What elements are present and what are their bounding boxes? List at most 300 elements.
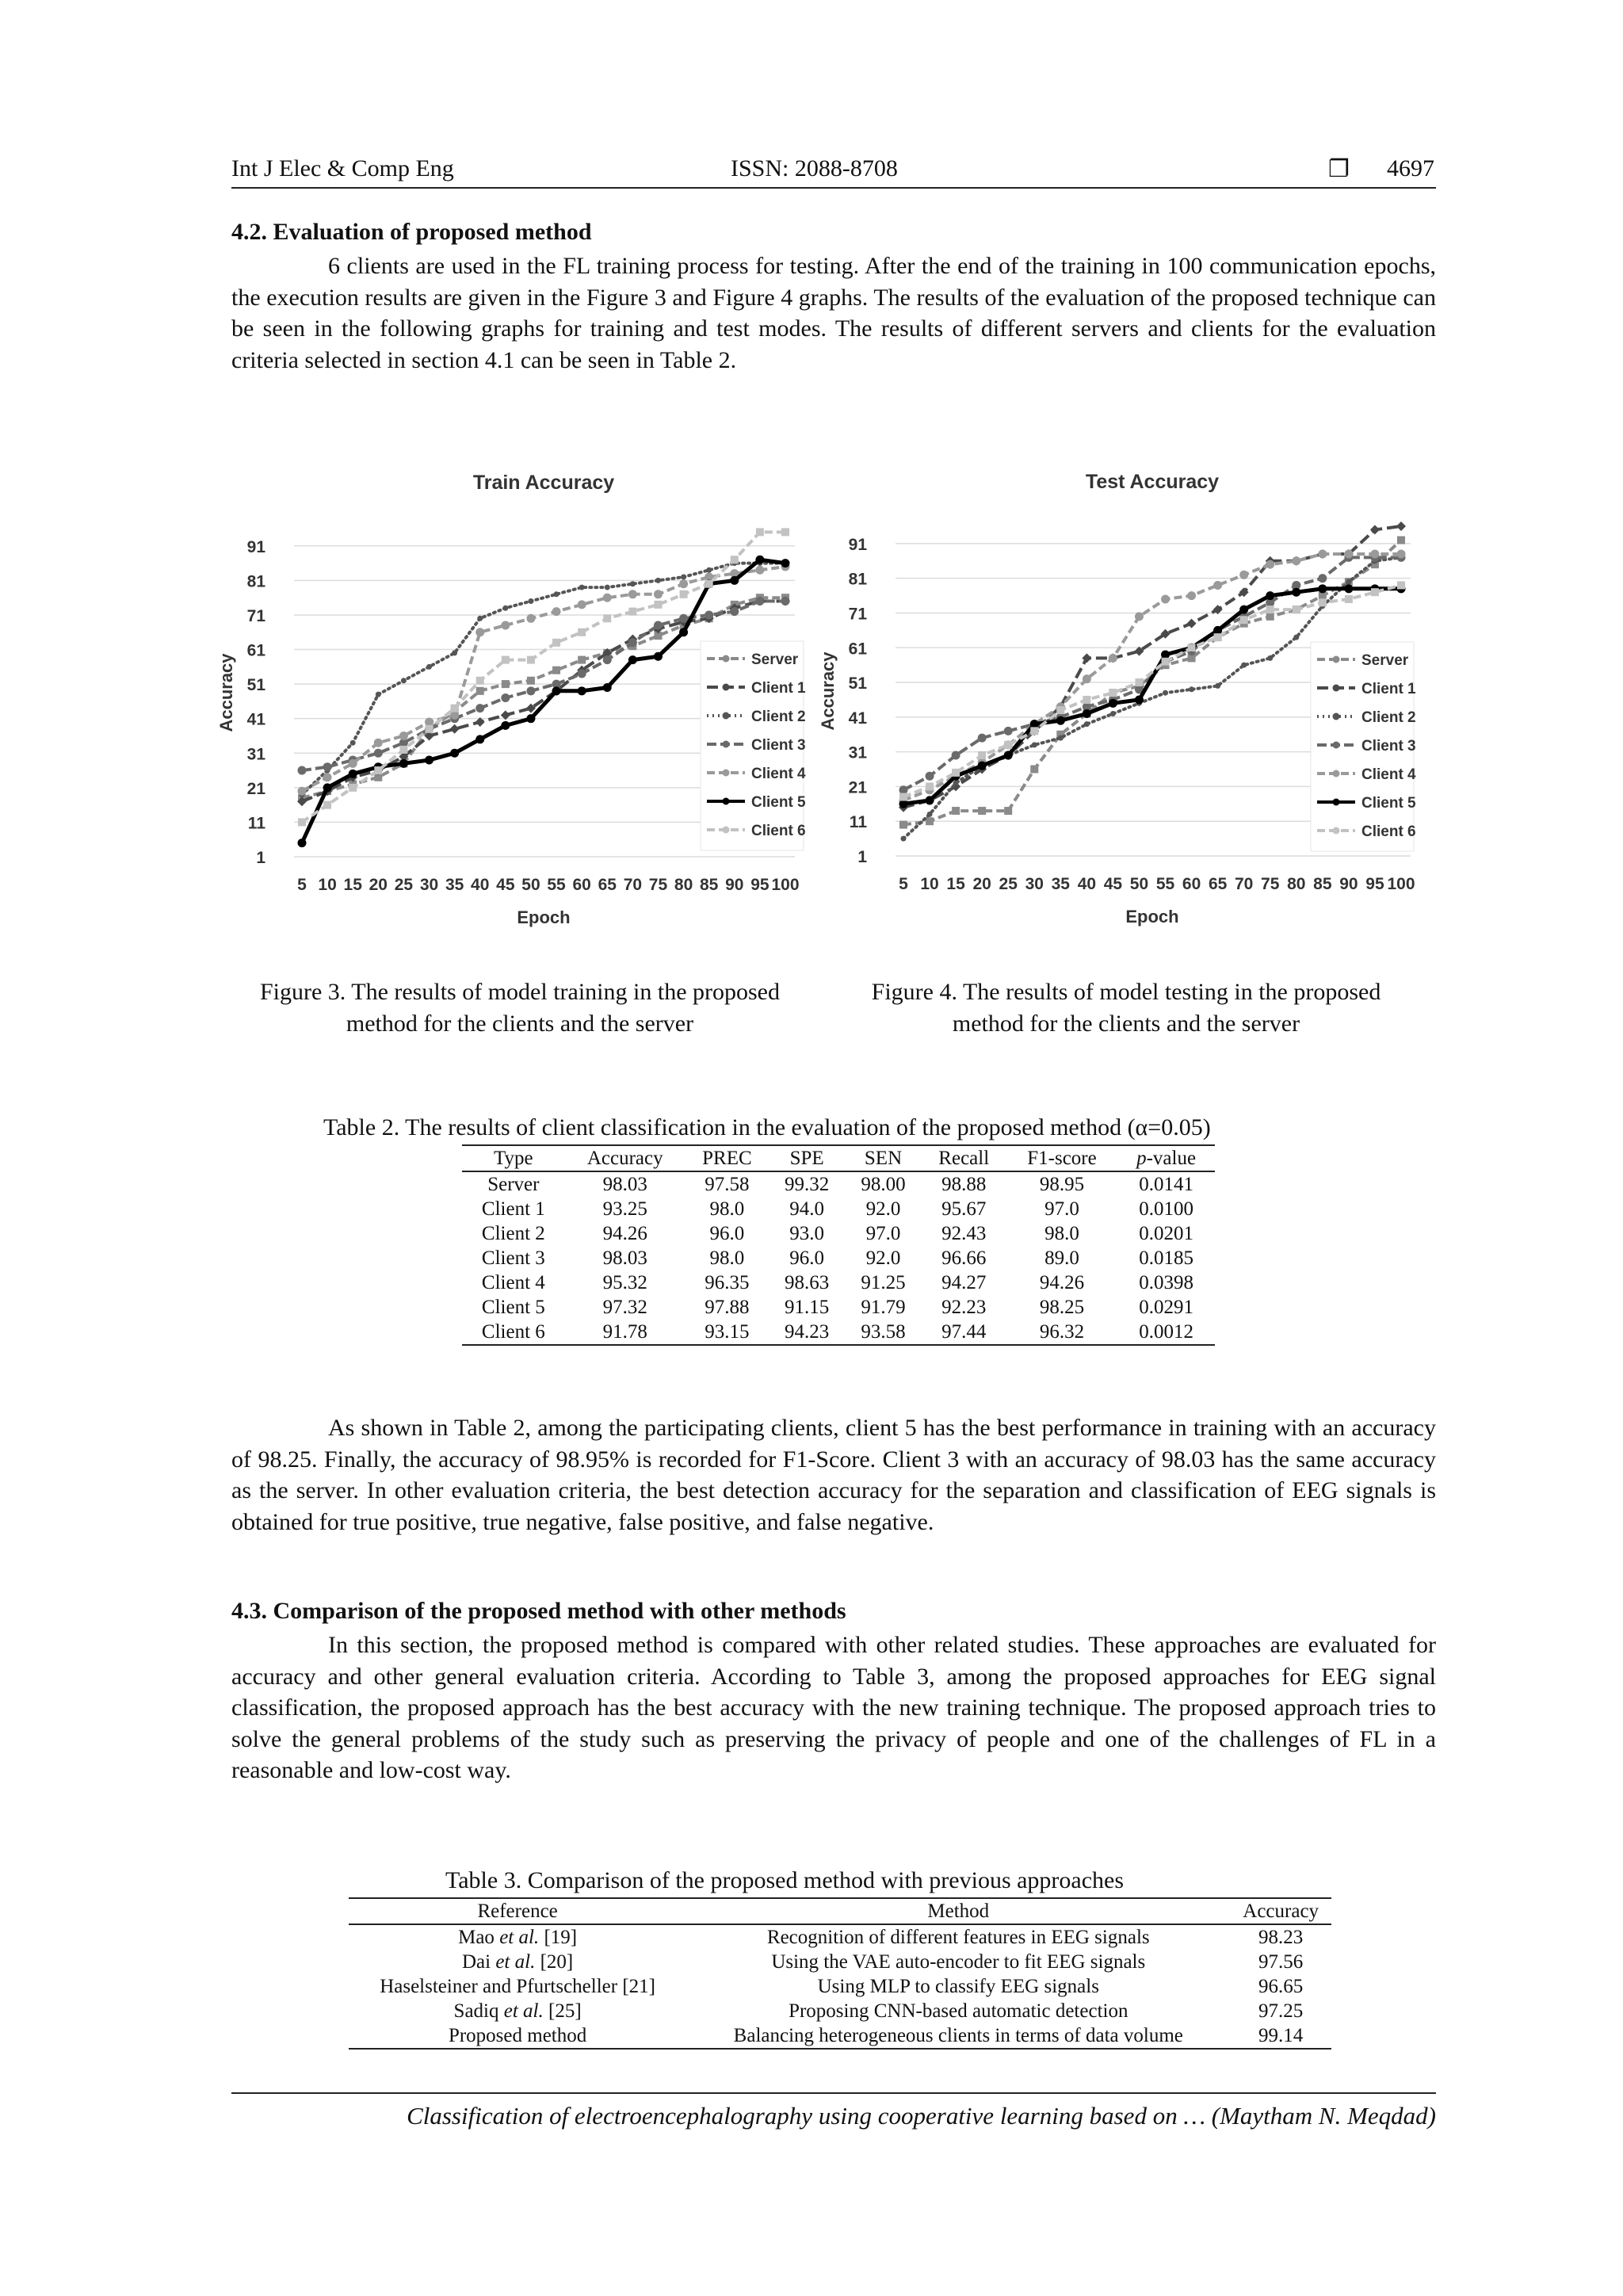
table-cell: 98.03 <box>602 1174 647 1195</box>
table-cell: 98.25 <box>1039 1297 1085 1318</box>
table-cell: 0.0185 <box>1139 1247 1193 1269</box>
data-point-client-3 <box>578 670 586 678</box>
data-point-client-5 <box>501 721 510 730</box>
data-point-client-2 <box>927 812 933 817</box>
table-2-header-prec: PREC <box>685 1145 769 1171</box>
method-cell: Balancing heterogeneous clients in terms of data volume <box>686 2023 1230 2049</box>
legend-marker <box>723 827 730 834</box>
y-tick-label: 91 <box>246 537 265 556</box>
data-point-client-4 <box>298 787 307 796</box>
data-point-client-3 <box>298 766 307 775</box>
x-tick-label: 45 <box>1103 875 1123 893</box>
x-tick-label: 100 <box>1387 875 1415 893</box>
table-2-header-spe: SPE <box>769 1145 845 1171</box>
table-cell: 98.0 <box>1044 1223 1079 1244</box>
data-point-client-6 <box>899 793 907 801</box>
data-point-client-2 <box>426 664 432 670</box>
x-tick-label: 90 <box>1339 875 1358 893</box>
data-point-client-3 <box>730 607 739 616</box>
data-point-client-4 <box>679 579 688 588</box>
data-point-client-4 <box>552 607 561 616</box>
table-cell: 92.43 <box>941 1223 987 1244</box>
data-point-client-2 <box>605 585 610 590</box>
data-point-client-4 <box>526 614 535 623</box>
data-point-client-6 <box>1083 696 1090 704</box>
table-cell: Client 2 <box>481 1223 545 1244</box>
x-axis-label: Epoch <box>1125 907 1179 926</box>
table-cell: 0.0012 <box>1117 1320 1215 1345</box>
data-point-client-2 <box>477 616 483 621</box>
table-cell: 93.15 <box>685 1320 769 1345</box>
data-point-client-4 <box>1397 550 1406 559</box>
table-cell: 98.0 <box>709 1198 745 1220</box>
table-cell: 95.67 <box>941 1198 987 1220</box>
table-row <box>462 1221 1215 1246</box>
data-point-client-6 <box>1266 606 1274 613</box>
data-point-client-4 <box>578 600 586 609</box>
data-point-client-3 <box>501 693 510 702</box>
figure-4-caption: Figure 4. The results of model testing in the proposed method for the clients and the server <box>871 979 1381 1037</box>
table-cell: 96.0 <box>709 1223 745 1244</box>
table-row <box>462 1320 1215 1345</box>
data-point-client-6 <box>1004 741 1012 749</box>
data-point-client-6 <box>1056 706 1064 714</box>
data-point-client-3 <box>755 597 764 606</box>
table-row <box>462 1270 1215 1295</box>
data-point-client-5 <box>526 714 535 723</box>
data-point-client-3 <box>1004 727 1013 735</box>
data-point-client-2 <box>1084 721 1090 727</box>
data-point-client-6 <box>349 784 357 792</box>
reference-cell: Proposed method <box>349 2023 686 2049</box>
data-point-client-5 <box>425 755 433 764</box>
data-point-client-4 <box>1187 591 1196 600</box>
data-point-client-2 <box>1267 655 1273 661</box>
legend-marker <box>723 712 730 720</box>
data-point-client-5 <box>552 686 561 695</box>
data-point-client-3 <box>926 772 934 781</box>
table-cell: 95.32 <box>602 1272 647 1293</box>
chart-title: Test Accuracy <box>1085 471 1220 493</box>
legend-label: Client 5 <box>1361 795 1416 812</box>
table-cell: 96.32 <box>1006 1320 1117 1345</box>
data-point-client-5 <box>603 683 612 692</box>
table-cell: 0.0201 <box>1139 1223 1193 1244</box>
data-point-client-6 <box>1371 588 1379 596</box>
legend-label: Client 2 <box>1361 709 1416 726</box>
table-cell: 0.0398 <box>1139 1272 1193 1293</box>
legend-label: Client 6 <box>1361 823 1416 840</box>
table-cell: 93.58 <box>845 1320 921 1345</box>
data-point-client-3 <box>705 610 713 619</box>
data-point-server <box>476 687 484 695</box>
train-accuracy-chart <box>216 464 831 939</box>
data-point-client-2 <box>681 575 686 580</box>
footer-rule <box>231 2092 1436 2094</box>
x-tick-label: 95 <box>750 876 769 894</box>
legend-marker <box>1333 827 1340 835</box>
y-tick-label: 41 <box>848 709 867 728</box>
table-cell: Client 3 <box>481 1247 545 1269</box>
section-4-3-heading: 4.3. Comparison of the proposed method with other methods <box>231 1598 846 1624</box>
data-point-client-5 <box>1004 751 1013 760</box>
x-axis-label: Epoch <box>517 907 571 927</box>
data-point-client-6 <box>756 528 764 536</box>
y-tick-label: 71 <box>848 605 867 624</box>
data-point-client-5 <box>1239 606 1248 614</box>
table-cell: 94.26 <box>602 1223 647 1244</box>
table-cell: 94.27 <box>941 1272 987 1293</box>
data-point-client-4 <box>1292 556 1300 565</box>
data-point-client-5 <box>781 559 790 567</box>
reference-cell: Mao et al. [19] <box>458 1927 578 1948</box>
data-point-client-3 <box>952 751 960 760</box>
data-point-client-3 <box>1318 574 1327 583</box>
table-2-header-f1-score: F1-score <box>1006 1145 1117 1171</box>
legend-marker <box>1333 799 1340 806</box>
data-point-client-5 <box>1292 588 1300 597</box>
x-tick-label: 70 <box>623 876 643 894</box>
table-cell: 92.0 <box>865 1247 901 1269</box>
x-tick-label: 25 <box>394 876 414 894</box>
data-point-client-2 <box>452 650 457 655</box>
data-point-client-6 <box>1240 616 1248 624</box>
data-point-client-2 <box>1293 635 1299 640</box>
x-tick-label: 10 <box>318 876 337 894</box>
data-point-client-6 <box>731 556 739 563</box>
data-point-client-6 <box>451 705 459 712</box>
data-point-client-4 <box>603 594 612 602</box>
data-point-client-3 <box>323 762 332 771</box>
journal-name: Int J Elec & Comp Eng <box>231 155 454 181</box>
reference-cell: Dai et al. [20] <box>461 1951 574 1973</box>
data-point-client-6 <box>527 656 535 664</box>
data-point-client-4 <box>1344 550 1353 559</box>
table-2 <box>462 1144 1215 1346</box>
legend-label: Client 1 <box>751 680 806 697</box>
legend-label: Client 4 <box>1361 766 1416 783</box>
y-tick-label: 1 <box>256 849 265 867</box>
legend-label: Client 6 <box>751 823 806 839</box>
data-point-client-6 <box>680 590 688 598</box>
data-point-client-5 <box>654 652 663 661</box>
data-point-client-5 <box>628 655 637 664</box>
y-tick-label: 91 <box>848 535 867 554</box>
data-point-client-4 <box>628 590 637 598</box>
accuracy-cell: 98.23 <box>1258 1927 1304 1948</box>
table-3-header-row <box>349 1898 1331 1924</box>
table-2-header-sen: SEN <box>845 1145 921 1171</box>
table-cell: Client 6 <box>462 1320 565 1345</box>
data-point-client-4 <box>1161 594 1170 603</box>
data-point-client-2 <box>554 591 559 597</box>
table-cell: 94.0 <box>789 1198 825 1220</box>
issn: ISSN: 2088-8708 <box>731 155 898 181</box>
data-point-client-5 <box>578 686 586 695</box>
x-tick-label: 65 <box>1208 875 1228 893</box>
legend-marker <box>723 684 730 691</box>
data-point-client-2 <box>1241 663 1247 668</box>
chart-title: Train Accuracy <box>472 472 615 494</box>
table-2-header-recall: Recall <box>922 1145 1006 1171</box>
table-cell: 98.88 <box>941 1174 987 1195</box>
x-tick-label: 50 <box>1129 875 1149 893</box>
data-point-client-4 <box>1370 550 1379 559</box>
table-cell: 97.0 <box>1044 1198 1079 1220</box>
y-axis-label: Accuracy <box>818 651 838 731</box>
data-point-client-2 <box>1215 683 1220 689</box>
data-point-server <box>926 817 934 825</box>
legend-label: Server <box>1361 652 1409 669</box>
table-row <box>349 1924 1331 1950</box>
data-point-client-6 <box>298 818 306 826</box>
data-point-client-5 <box>1109 699 1117 708</box>
data-point-client-6 <box>502 656 510 664</box>
data-point-client-3 <box>475 704 484 712</box>
table-2-header-p-value: p-value <box>1117 1145 1215 1171</box>
data-point-client-2 <box>579 585 585 590</box>
legend-label: Client 4 <box>751 766 806 782</box>
data-point-client-6 <box>628 608 636 616</box>
table-cell: 97.88 <box>705 1297 750 1318</box>
data-point-client-4 <box>1239 571 1248 579</box>
data-point-client-5 <box>349 770 357 778</box>
legend-label: Client 1 <box>1361 681 1416 697</box>
table-cell: 0.0291 <box>1139 1297 1193 1318</box>
data-point-client-3 <box>978 734 987 743</box>
x-tick-label: 35 <box>445 876 464 894</box>
table-row <box>462 1295 1215 1320</box>
data-point-client-5 <box>1344 584 1353 593</box>
data-point-client-2 <box>901 836 907 842</box>
legend-marker <box>1333 713 1340 720</box>
table-cell: 96.66 <box>941 1247 987 1269</box>
y-tick-label: 51 <box>246 676 265 695</box>
y-tick-label: 11 <box>247 814 265 833</box>
data-point-client-4 <box>1318 550 1327 559</box>
y-tick-label: 31 <box>848 743 867 762</box>
table-cell: 98.0 <box>709 1247 745 1269</box>
table-cell: 97.58 <box>705 1174 750 1195</box>
table-2-header-row <box>462 1145 1215 1171</box>
table-cell: 93.0 <box>789 1223 825 1244</box>
accuracy-cell: 99.14 <box>1230 2023 1331 2049</box>
x-tick-label: 60 <box>572 876 591 894</box>
data-point-client-2 <box>376 692 381 697</box>
data-point-client-6 <box>323 801 331 809</box>
table-cell: 96.35 <box>705 1272 750 1293</box>
data-point-client-2 <box>401 678 407 683</box>
x-tick-label: 75 <box>648 876 668 894</box>
x-tick-label: 65 <box>598 876 617 894</box>
table-row <box>349 2023 1331 2049</box>
table-cell: 98.63 <box>785 1272 830 1293</box>
data-point-client-5 <box>679 628 688 636</box>
section-4-2-paragraph <box>231 250 1436 376</box>
data-point-server <box>527 677 535 685</box>
section-4-3-text: In this section, the proposed method is compared with other related studies. These approaches are evaluated for accuracy and other general evaluation criteria. According to Table 3, among the proposed approaches for EEG signal classification, the proposed approach has the best accuracy with the new training technique. The proposed approach tries to solve the general problems of the study such as preserving the privacy of people and one of the challenges of FL in a reasonable and low-cost way. <box>231 1632 1436 1783</box>
data-point-client-5 <box>730 576 739 585</box>
table-row <box>349 1950 1331 1974</box>
section-4-3-paragraph <box>231 1629 1436 1786</box>
y-tick-label: 21 <box>848 778 867 797</box>
y-tick-label: 11 <box>849 813 867 832</box>
x-tick-label: 5 <box>297 876 307 894</box>
y-tick-label: 41 <box>246 710 265 729</box>
legend-label: Server <box>751 651 799 668</box>
legend-marker <box>723 741 730 748</box>
y-tick-label: 61 <box>848 640 867 659</box>
table-cell: 99.32 <box>785 1174 830 1195</box>
data-point-client-6 <box>654 601 662 609</box>
table-3-caption: Table 3. Comparison of the proposed method with previous approaches <box>445 1867 1125 1893</box>
page-number: 4697 <box>1387 155 1434 181</box>
data-point-client-3 <box>603 655 612 664</box>
method-cell: Using the VAE auto-encoder to fit EEG signals <box>771 1951 1146 1973</box>
header-rule <box>231 187 1436 189</box>
table-cell: 98.95 <box>1039 1174 1085 1195</box>
method-cell: Proposing CNN-based automatic detection <box>789 2000 1128 2022</box>
table-3 <box>349 1897 1331 2050</box>
table-cell: 94.26 <box>1039 1272 1085 1293</box>
table-cell: Client 1 <box>481 1198 545 1220</box>
data-point-client-4 <box>349 759 357 768</box>
data-point-client-3 <box>781 597 790 606</box>
data-point-client-6 <box>374 766 382 774</box>
table-cell: 97.44 <box>922 1320 1006 1345</box>
data-point-client-5 <box>1056 716 1065 725</box>
table-3-header-reference: Reference <box>349 1898 686 1924</box>
legend-marker <box>1333 656 1340 663</box>
data-point-client-6 <box>578 628 586 636</box>
x-tick-label: 45 <box>496 876 515 894</box>
data-point-server <box>552 667 560 674</box>
data-point-client-4 <box>399 732 408 740</box>
data-point-client-2 <box>502 606 508 611</box>
accuracy-cell: 97.56 <box>1258 1951 1304 1973</box>
legend-label: Client 2 <box>751 709 806 725</box>
data-point-client-6 <box>926 782 934 790</box>
x-tick-label: 15 <box>946 875 965 893</box>
data-point-client-6 <box>603 614 611 622</box>
data-point-client-6 <box>426 725 433 733</box>
section-4-2-heading: 4.2. Evaluation of proposed method <box>231 219 592 245</box>
table-2-header-type: Type <box>462 1145 565 1171</box>
x-tick-label: 60 <box>1182 875 1201 893</box>
data-point-client-4 <box>501 621 510 630</box>
table-2-discussion <box>231 1412 1436 1538</box>
legend-marker <box>723 798 730 805</box>
x-tick-label: 100 <box>771 876 800 894</box>
table-3-header-method: Method <box>686 1898 1230 1924</box>
legend-label: Client 5 <box>751 794 806 811</box>
x-tick-label: 35 <box>1051 875 1070 893</box>
accuracy-cell: 97.25 <box>1258 2000 1304 2022</box>
data-point-client-6 <box>1214 633 1222 641</box>
data-point-client-2 <box>630 581 636 586</box>
x-tick-label: 85 <box>1313 875 1332 893</box>
data-point-client-3 <box>679 614 688 623</box>
reference-cell: Haselsteiner and Pfurtscheller [21] <box>380 1976 655 1997</box>
data-point-client-5 <box>475 735 484 743</box>
data-point-client-6 <box>781 528 789 536</box>
data-point-client-5 <box>1083 709 1091 718</box>
table-cell: 0.0141 <box>1139 1174 1193 1195</box>
x-tick-label: 30 <box>1025 875 1044 893</box>
legend-marker <box>723 655 730 663</box>
table-cell: 92.0 <box>865 1198 901 1220</box>
data-point-client-5 <box>926 796 934 804</box>
table-2-caption: Table 2. The results of client classification in the evaluation of the proposed method (α=0.05) <box>323 1114 1211 1140</box>
data-point-client-3 <box>628 638 637 647</box>
data-point-server <box>1030 766 1038 774</box>
data-point-client-2 <box>706 567 712 573</box>
x-tick-label: 5 <box>899 875 908 893</box>
x-tick-label: 90 <box>725 876 744 894</box>
table-cell: 97.32 <box>602 1297 647 1318</box>
table-cell: Server <box>487 1174 540 1195</box>
table-cell: Client 4 <box>481 1272 545 1293</box>
data-point-client-6 <box>1319 598 1327 606</box>
data-point-client-4 <box>654 590 663 598</box>
data-point-server <box>1266 613 1274 621</box>
section-4-2-text: 6 clients are used in the FL training process for testing. After the end of the training in 100 communication epochs, the execution results are given in the Figure 3 and Figure 4 graphs. The results of the evaluation of the proposed technique can be seen in the following graphs for training and test modes. The results of different servers and clients for the evaluation criteria selected in section 4.1 can be seen in Table 2. <box>231 253 1436 373</box>
data-point-client-2 <box>1032 742 1037 747</box>
table-cell: 97.0 <box>865 1223 901 1244</box>
x-tick-label: 40 <box>1077 875 1097 893</box>
data-point-client-6 <box>978 751 986 759</box>
table-row <box>349 1974 1331 1999</box>
x-tick-label: 55 <box>1155 875 1175 893</box>
table-cell: 89.0 <box>1044 1247 1079 1269</box>
legend-marker <box>1333 742 1340 749</box>
data-point-client-5 <box>323 783 332 792</box>
table-row <box>462 1246 1215 1270</box>
figure-3-caption: Figure 3. The results of model training in the proposed method for the clients and the server <box>259 979 780 1037</box>
table-row <box>462 1197 1215 1221</box>
data-point-server <box>1397 537 1405 544</box>
x-tick-label: 80 <box>674 876 693 894</box>
data-point-server <box>502 680 510 688</box>
y-tick-label: 1 <box>857 848 867 866</box>
data-point-client-3 <box>374 749 383 758</box>
table-cell: 98.03 <box>602 1247 647 1269</box>
data-point-client-6 <box>1109 689 1117 697</box>
accuracy-cell: 96.65 <box>1258 1976 1304 1997</box>
data-point-server <box>1004 807 1012 815</box>
data-point-server <box>578 656 586 664</box>
y-tick-label: 51 <box>848 674 867 693</box>
x-tick-label: 20 <box>369 876 388 894</box>
table-cell: 91.25 <box>861 1272 906 1293</box>
data-point-client-2 <box>1058 735 1064 741</box>
data-point-client-6 <box>1135 678 1143 686</box>
table-row <box>462 1171 1215 1197</box>
table-cell: 94.23 <box>769 1320 845 1345</box>
data-point-client-4 <box>1109 654 1117 663</box>
data-point-client-6 <box>1188 644 1196 651</box>
table-cell: 96.0 <box>789 1247 825 1269</box>
x-tick-label: 20 <box>972 875 991 893</box>
x-tick-label: 40 <box>471 876 490 894</box>
table-cell: 91.78 <box>565 1320 685 1345</box>
table-cell: 92.23 <box>941 1297 987 1318</box>
x-tick-label: 75 <box>1261 875 1280 893</box>
legend-label: Client 3 <box>1361 738 1416 755</box>
data-point-client-6 <box>476 677 484 685</box>
legend-marker <box>1333 770 1340 777</box>
x-tick-label: 25 <box>999 875 1018 893</box>
